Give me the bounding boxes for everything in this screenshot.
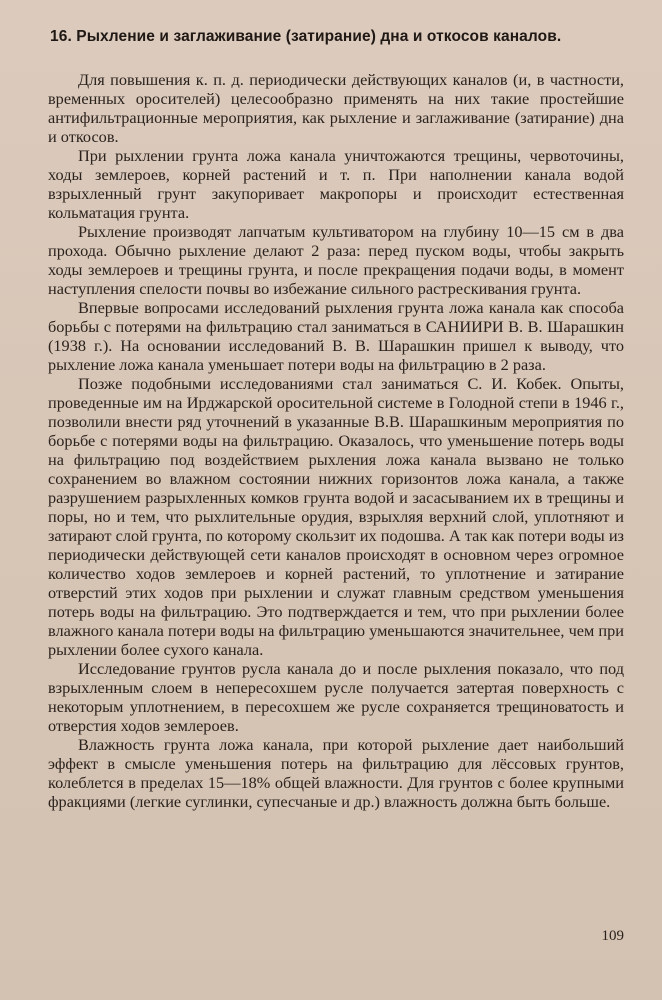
section-heading: 16. Рыхление и заглаживание (затирание) дна и откосов каналов.: [50, 28, 562, 45]
body-text: [48, 70, 624, 811]
paragraph-6: Исследование грунтов русла канала до и после рыхления показало, что под взрыхленным слоем в непересохшем русле получается затертая поверхность с некоторым уплотнением, в пересохшем же русле сохраняется трещиноватость и отверстия ходов землероев.: [48, 659, 624, 735]
paragraph-2: При рыхлении грунта ложа канала уничтожаются трещины, червоточины, ходы землероев, корней растений и т. п. При наполнении канала водой взрыхленный грунт закупоривает макропоры и происходит естественная кольматация грунта.: [48, 146, 624, 222]
paragraph-4: Впервые вопросами исследований рыхления грунта ложа канала как способа борьбы с потерями на фильтрацию стал заниматься в САНИИРИ В. В. Шарашкин (1938 г.). На основании исследований В. В. Шарашкин пришел к выводу, что рыхление ложа канала уменьшает потери воды на фильтрацию в 2 раза.: [48, 298, 624, 374]
paragraph-1: Для повышения к. п. д. периодически действующих каналов (и, в частности, временных оросителей) целесообразно применять на них такие простейшие антифильтрационные мероприятия, как рыхление и заглаживание (затирание) дна и откосов.: [48, 70, 624, 146]
paragraph-7: Влажность грунта ложа канала, при которой рыхление дает наибольший эффект в смысле уменьшения потерь на фильтрацию для лёссовых грунтов, колеблется в пределах 15—18% общей влажности. Для грунтов с более крупными фракциями (легкие суглинки, супесчаные и др.) влажность должна быть больше.: [48, 735, 624, 811]
page-number: 109: [601, 928, 624, 944]
paragraph-5: Позже подобными исследованиями стал заниматься С. И. Кобек. Опыты, проведенные им на Ирджарской оросительной системе в Голодной степи в 1946 г., позволили внести ряд уточнений в указанные В.В. Шарашкиным мероприятия по борьбе с потерями воды на фильтрацию. Оказалось, что уменьшение потерь воды на фильтрацию под воздействием рыхления ложа канала вызвано не только сохранением во влажном состоянии нижних горизонтов ложа канала, а также разрушением разрыхленных комков грунта водой и засасыванием их в трещины и поры, но и тем, что рыхлительные орудия, взрыхляя верхний слой, уплотняют и затирают слой грунта, по которому скользит их подошва. А так как потери воды из периодически действующей сети каналов происходят в основном через огромное количество ходов землероев и корней растений, то уплотнение и затирание отверстий этих ходов при рыхлении и служат главным средством уменьшения потерь воды на фильтрацию. Это подтверждается и тем, что при рыхлении более влажного канала потери воды на фильтрацию уменьшаются значительнее, чем при рыхлении более сухого канала.: [48, 374, 624, 659]
paragraph-3: Рыхление производят лапчатым культиватором на глубину 10—15 см в два прохода. Обычно рыхление делают 2 раза: перед пуском воды, чтобы закрыть ходы землероев и трещины грунта, и после прекращения подачи воды, в момент наступления спелости почвы во избежание сильного растрескивания грунта.: [48, 222, 624, 298]
